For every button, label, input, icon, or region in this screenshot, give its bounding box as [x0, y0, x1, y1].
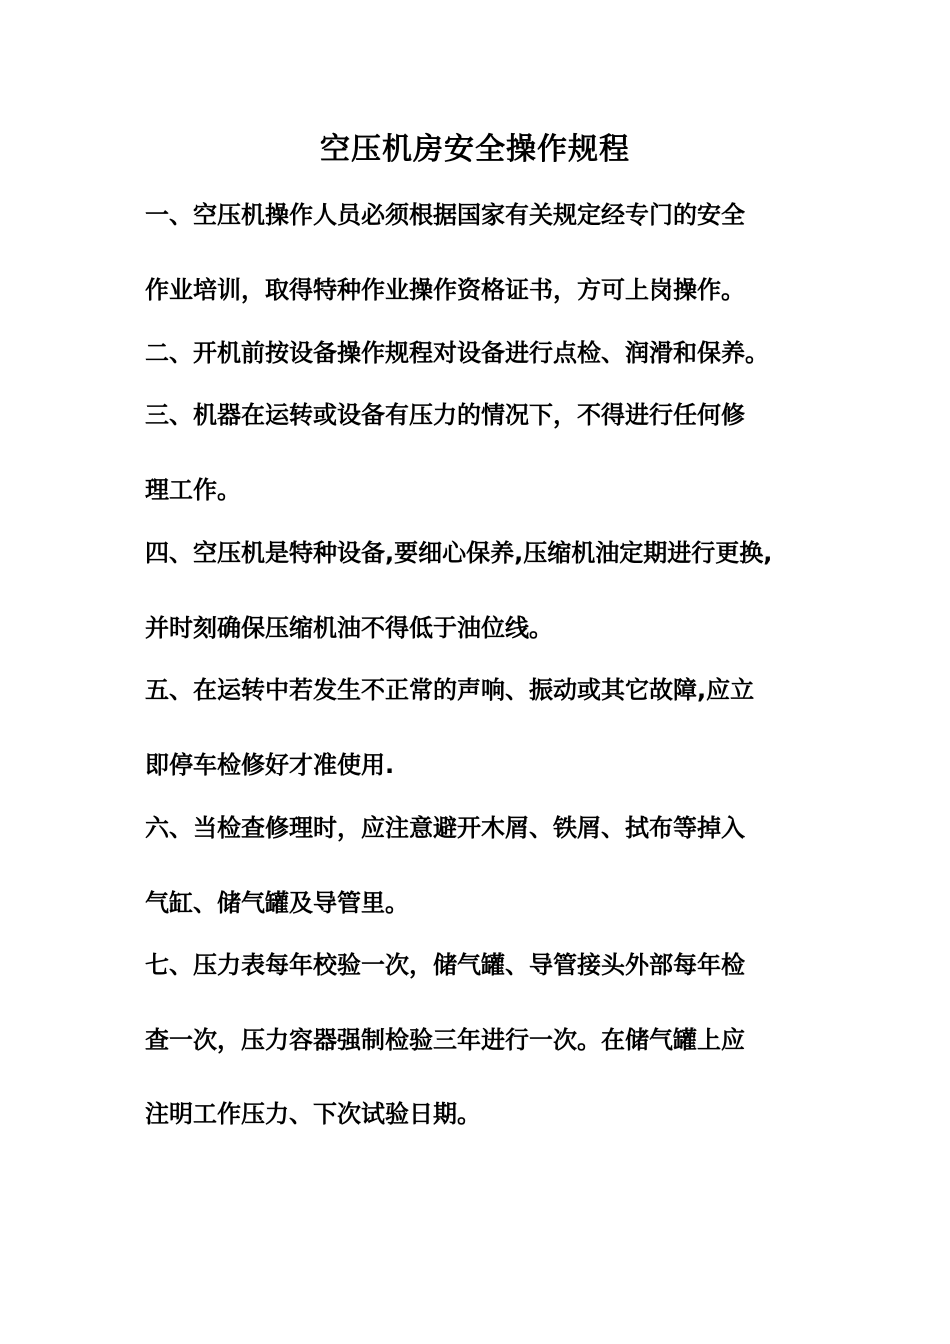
rule-7-line-2: 查一次，压力容器强制检验三年进行一次。在储气罐上应 — [145, 1026, 745, 1054]
rule-6-line-2: 气缸、储气罐及导管里。 — [145, 889, 409, 917]
rule-6-line-1: 六、当检查修理时，应注意避开木屑、铁屑、拭布等掉入 — [145, 814, 745, 842]
rule-1-line-1: 一、空压机操作人员必须根据国家有关规定经专门的安全 — [145, 201, 745, 229]
rule-1-line-2: 作业培训，取得特种作业操作资格证书，方可上岗操作。 — [145, 276, 745, 304]
rule-5-line-2: 即停车检修好才准使用. — [145, 751, 395, 779]
rule-7-line-3: 注明工作压力、下次试验日期。 — [145, 1100, 481, 1128]
rule-3-line-2: 理工作。 — [145, 476, 241, 504]
rule-7-line-1: 七、压力表每年校验一次，储气罐、导管接头外部每年检 — [145, 951, 745, 979]
document-title: 空压机房安全操作规程 — [320, 132, 630, 167]
rule-4-line-2: 并时刻确保压缩机油不得低于油位线。 — [145, 614, 553, 642]
rule-2-line-1: 二、开机前按设备操作规程对设备进行点检、润滑和保养。 — [145, 339, 769, 367]
rule-5-line-1: 五、在运转中若发生不正常的声响、振动或其它故障,应立 — [145, 676, 755, 704]
rule-4-line-1: 四、空压机是特种设备,要细心保养,压缩机油定期进行更换, — [145, 539, 773, 567]
rule-3-line-1: 三、机器在运转或设备有压力的情况下，不得进行任何修 — [145, 401, 745, 429]
